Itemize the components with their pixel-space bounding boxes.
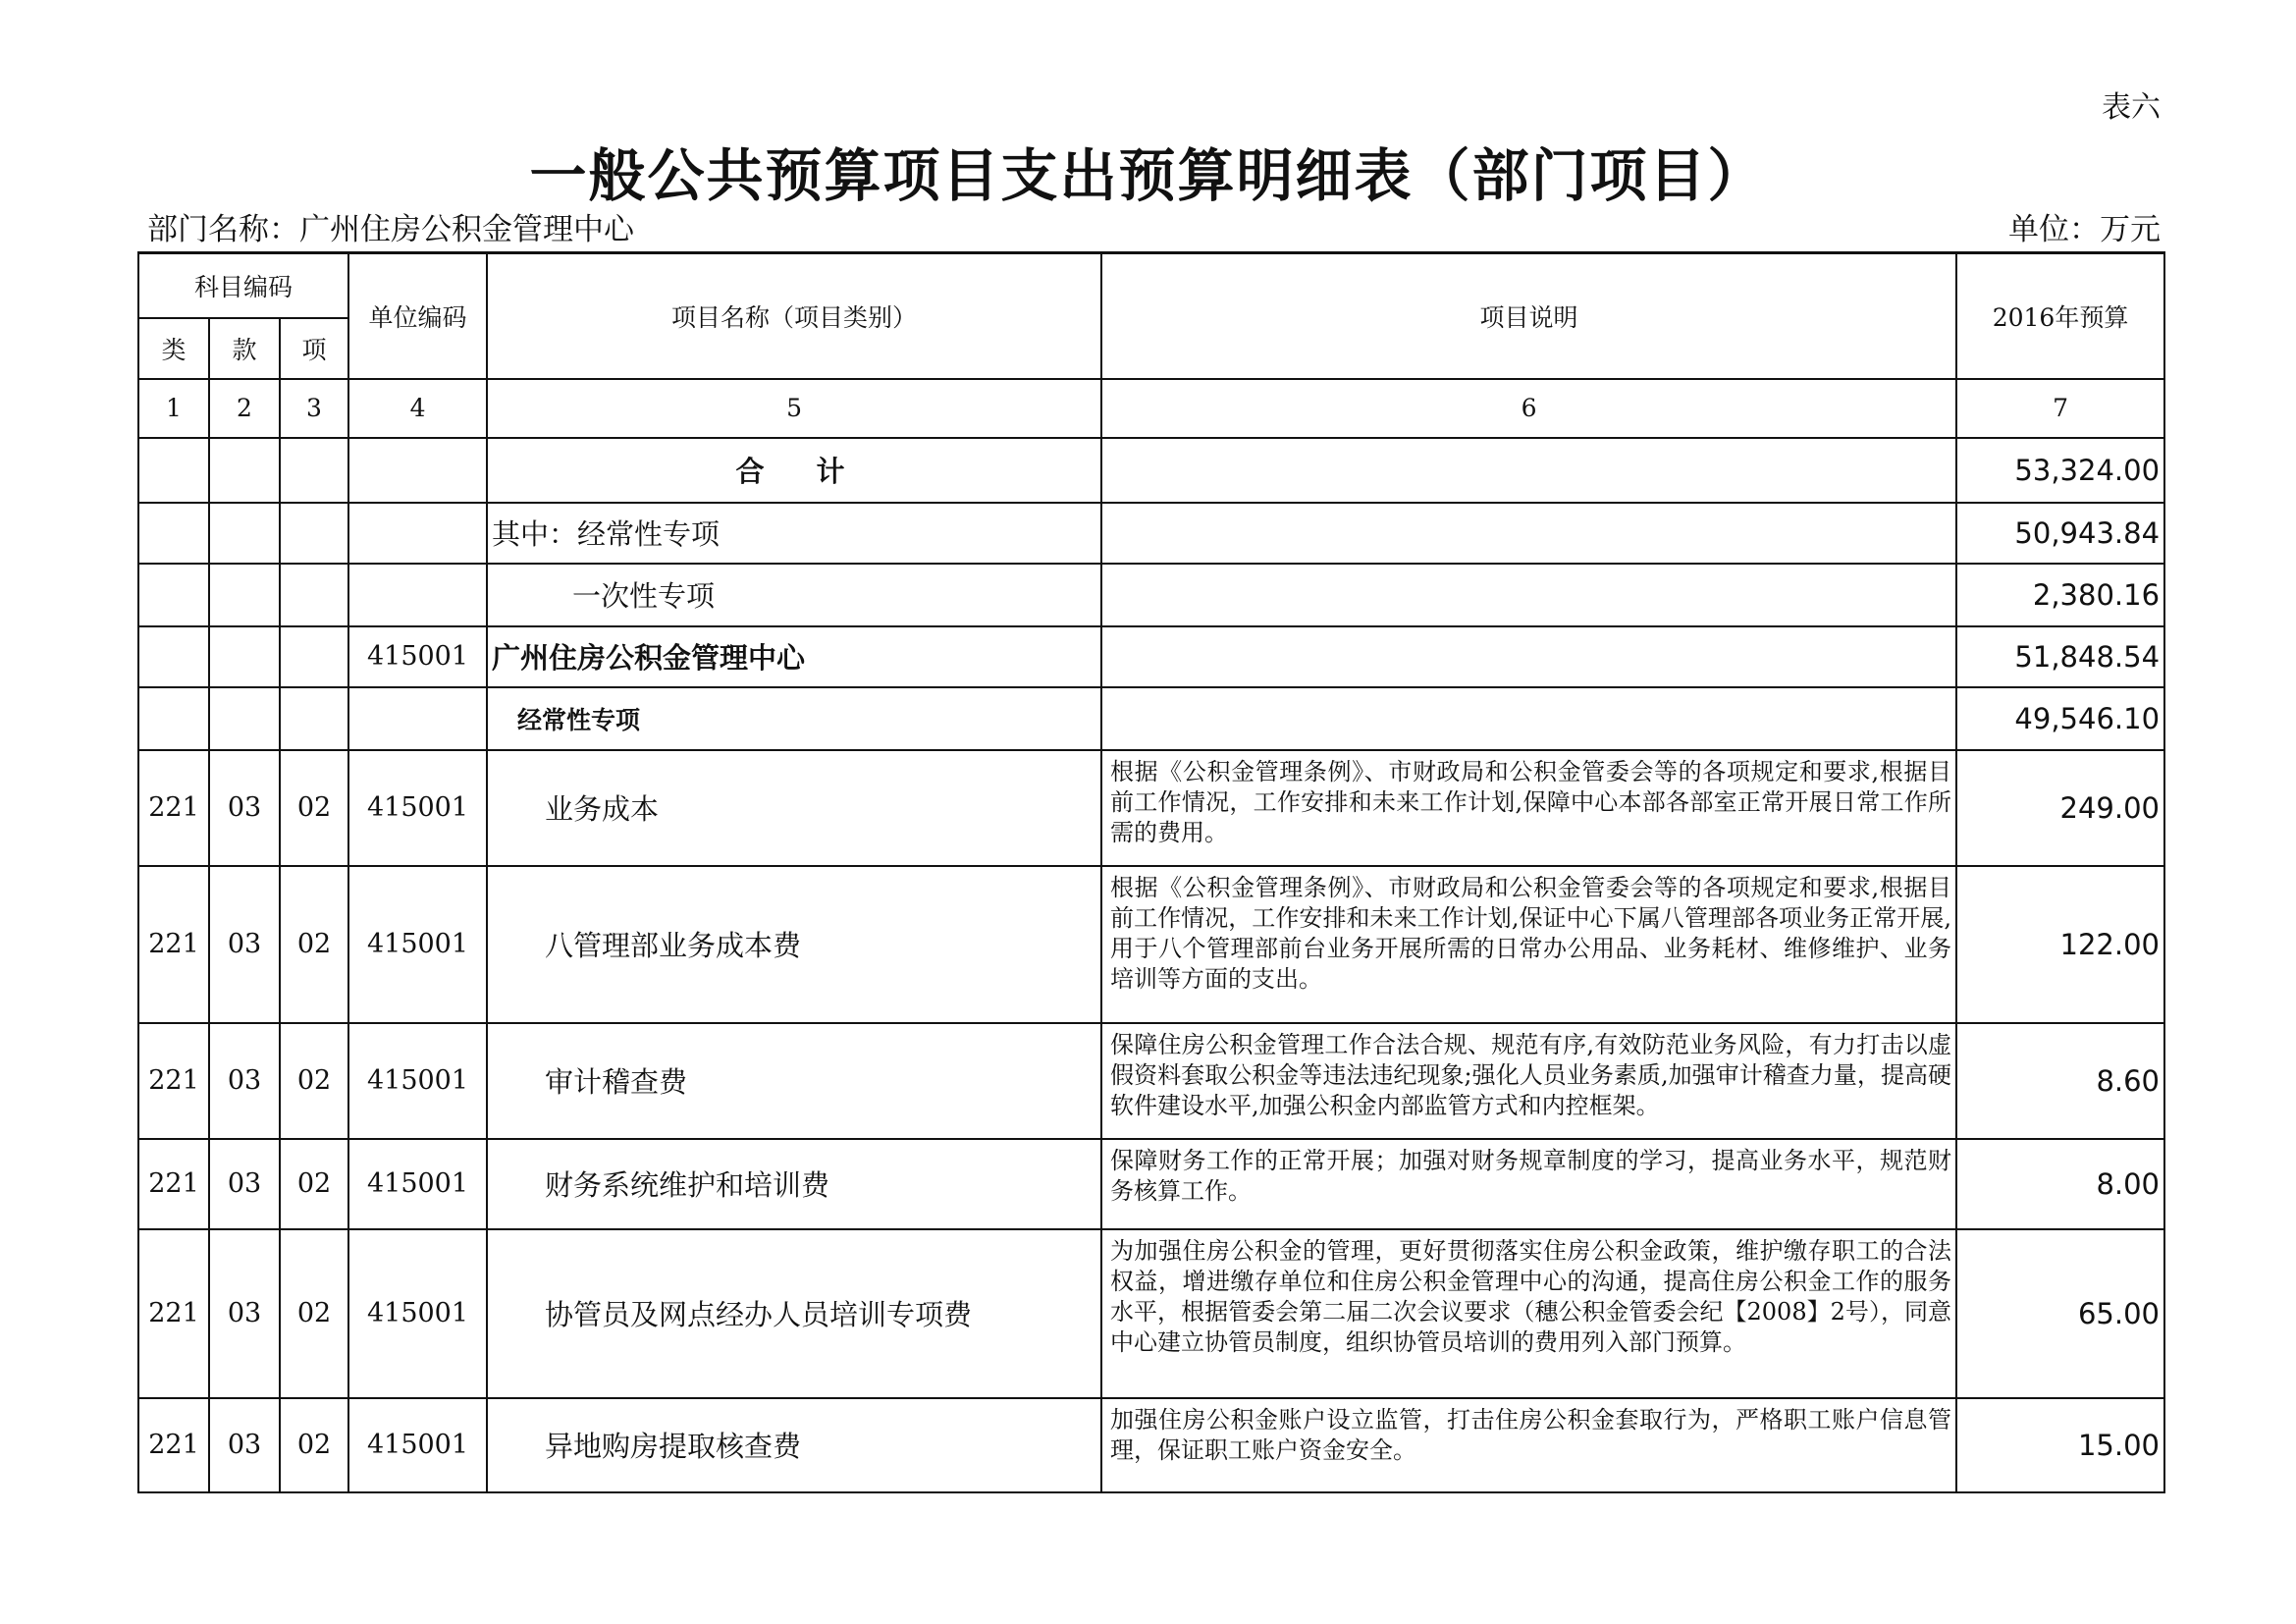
project-desc-cell: 为加强住房公积金的管理，更好贯彻落实住房公积金政策，维护缴存职工的合法权益，增进缴存单位和住房公积金管理中心的沟通，提高住房公积金工作的服务水平，根据管委会第二届二次会议要求（穗公积金管委会纪【2008】2号），同意中心建立协管员制度，组织协管员培训的费用列入部门预算。 [1101, 1229, 1956, 1398]
total-label: 合 计 [487, 438, 1101, 503]
recurring-amount: 50,943.84 [1956, 503, 2164, 564]
project-desc-cell: 加强住房公积金账户设立监管，打击住房公积金套取行为，严格职工账户信息管理，保证职工账户资金安全。 [1101, 1398, 1956, 1492]
recurring-label: 其中：经常性专项 [487, 503, 1101, 564]
kuan-cell: 03 [209, 1023, 280, 1139]
table-number: 表六 [2102, 90, 2161, 125]
unit-code-cell: 415001 [348, 1398, 487, 1492]
unit-code-cell: 415001 [348, 866, 487, 1023]
xiang-cell: 02 [280, 1398, 348, 1492]
unit-amount: 51,848.54 [1956, 626, 2164, 687]
lei-header: 类 [138, 318, 209, 379]
unit-summary-row [138, 626, 2164, 687]
table-row [138, 1398, 2164, 1492]
table-row [138, 1139, 2164, 1229]
kuan-cell: 03 [209, 866, 280, 1023]
kuan-cell: 03 [209, 1139, 280, 1229]
lei-cell: 221 [138, 1229, 209, 1398]
budget-cell: 8.60 [1956, 1023, 2164, 1139]
column-index: 4 [348, 379, 487, 438]
xiang-cell: 02 [280, 750, 348, 866]
xiang-header: 项 [280, 318, 348, 379]
project-desc-cell: 根据《公积金管理条例》、市财政局和公积金管委会等的各项规定和要求,根据目前工作情况，工作安排和未来工作计划,保障中心本部各部室正常开展日常工作所需的费用。 [1101, 750, 1956, 866]
table-row [138, 1229, 2164, 1398]
column-index: 7 [1956, 379, 2164, 438]
xiang-cell: 02 [280, 1229, 348, 1398]
lei-cell: 221 [138, 866, 209, 1023]
unit-code-cell: 415001 [348, 750, 487, 866]
currency-unit: 单位：万元 [2008, 212, 2161, 247]
budget-header: 2016年预算 [1956, 253, 2164, 379]
column-index-row [138, 379, 2164, 438]
table-row [138, 1023, 2164, 1139]
budget-cell: 15.00 [1956, 1398, 2164, 1492]
subject-code-header: 科目编码 [138, 253, 348, 318]
unit-code-cell: 415001 [348, 1023, 487, 1139]
kuan-cell: 03 [209, 1398, 280, 1492]
project-desc-header: 项目说明 [1101, 253, 1956, 379]
project-desc-cell: 根据《公积金管理条例》、市财政局和公积金管委会等的各项规定和要求,根据目前工作情况，工作安排和未来工作计划,保证中心下属八管理部各项业务正常开展,用于八个管理部前台业务开展所需的日常办公用品、业务耗材、维修维护、业务培训等方面的支出。 [1101, 866, 1956, 1023]
project-name-cell: 业务成本 [487, 750, 1101, 866]
lei-cell: 221 [138, 750, 209, 866]
unit-name: 广州住房公积金管理中心 [487, 626, 1101, 687]
budget-table [137, 251, 2165, 1493]
kuan-cell: 03 [209, 1229, 280, 1398]
lei-cell: 221 [138, 1398, 209, 1492]
table-row [138, 866, 2164, 1023]
recurring-summary-row [138, 503, 2164, 564]
column-index: 3 [280, 379, 348, 438]
project-name-cell: 八管理部业务成本费 [487, 866, 1101, 1023]
unit-code: 415001 [348, 626, 487, 687]
xiang-cell: 02 [280, 1023, 348, 1139]
unit-code-cell: 415001 [348, 1229, 487, 1398]
budget-cell: 65.00 [1956, 1229, 2164, 1398]
onetime-amount: 2,380.16 [1956, 564, 2164, 626]
kuan-cell: 03 [209, 750, 280, 866]
project-name-cell: 审计稽查费 [487, 1023, 1101, 1139]
budget-cell: 249.00 [1956, 750, 2164, 866]
total-row [138, 438, 2164, 503]
unit-recurring-row [138, 687, 2164, 750]
project-name-cell: 异地购房提取核查费 [487, 1398, 1101, 1492]
column-index: 5 [487, 379, 1101, 438]
project-desc-cell: 保障财务工作的正常开展；加强对财务规章制度的学习，提高业务水平，规范财务核算工作。 [1101, 1139, 1956, 1229]
header-row [138, 253, 2164, 318]
budget-cell: 122.00 [1956, 866, 2164, 1023]
document-title: 一般公共预算项目支出预算明细表（部门项目） [529, 142, 1767, 209]
onetime-summary-row [138, 564, 2164, 626]
budget-cell: 8.00 [1956, 1139, 2164, 1229]
lei-cell: 221 [138, 1139, 209, 1229]
project-desc-cell: 保障住房公积金管理工作合法合规、规范有序,有效防范业务风险，有力打击以虚假资料套取公积金等违法违纪现象;强化人员业务素质,加强审计稽查力量，提高硬软件建设水平,加强公积金内部监管方式和内控框架。 [1101, 1023, 1956, 1139]
column-index: 2 [209, 379, 280, 438]
unit-recurring-amount: 49,546.10 [1956, 687, 2164, 750]
lei-cell: 221 [138, 1023, 209, 1139]
project-name-cell: 财务系统维护和培训费 [487, 1139, 1101, 1229]
column-index: 1 [138, 379, 209, 438]
project-name-header: 项目名称（项目类别） [487, 253, 1101, 379]
department-name: 部门名称：广州住房公积金管理中心 [147, 212, 634, 247]
kuan-header: 款 [209, 318, 280, 379]
xiang-cell: 02 [280, 866, 348, 1023]
project-name-cell: 协管员及网点经办人员培训专项费 [487, 1229, 1101, 1398]
total-amount: 53,324.00 [1956, 438, 2164, 503]
unit-code-cell: 415001 [348, 1139, 487, 1229]
column-index: 6 [1101, 379, 1956, 438]
unit-code-header: 单位编码 [348, 253, 487, 379]
table-row [138, 750, 2164, 866]
onetime-label: 一次性专项 [487, 564, 1101, 626]
xiang-cell: 02 [280, 1139, 348, 1229]
unit-recurring-label: 经常性专项 [487, 687, 1101, 750]
